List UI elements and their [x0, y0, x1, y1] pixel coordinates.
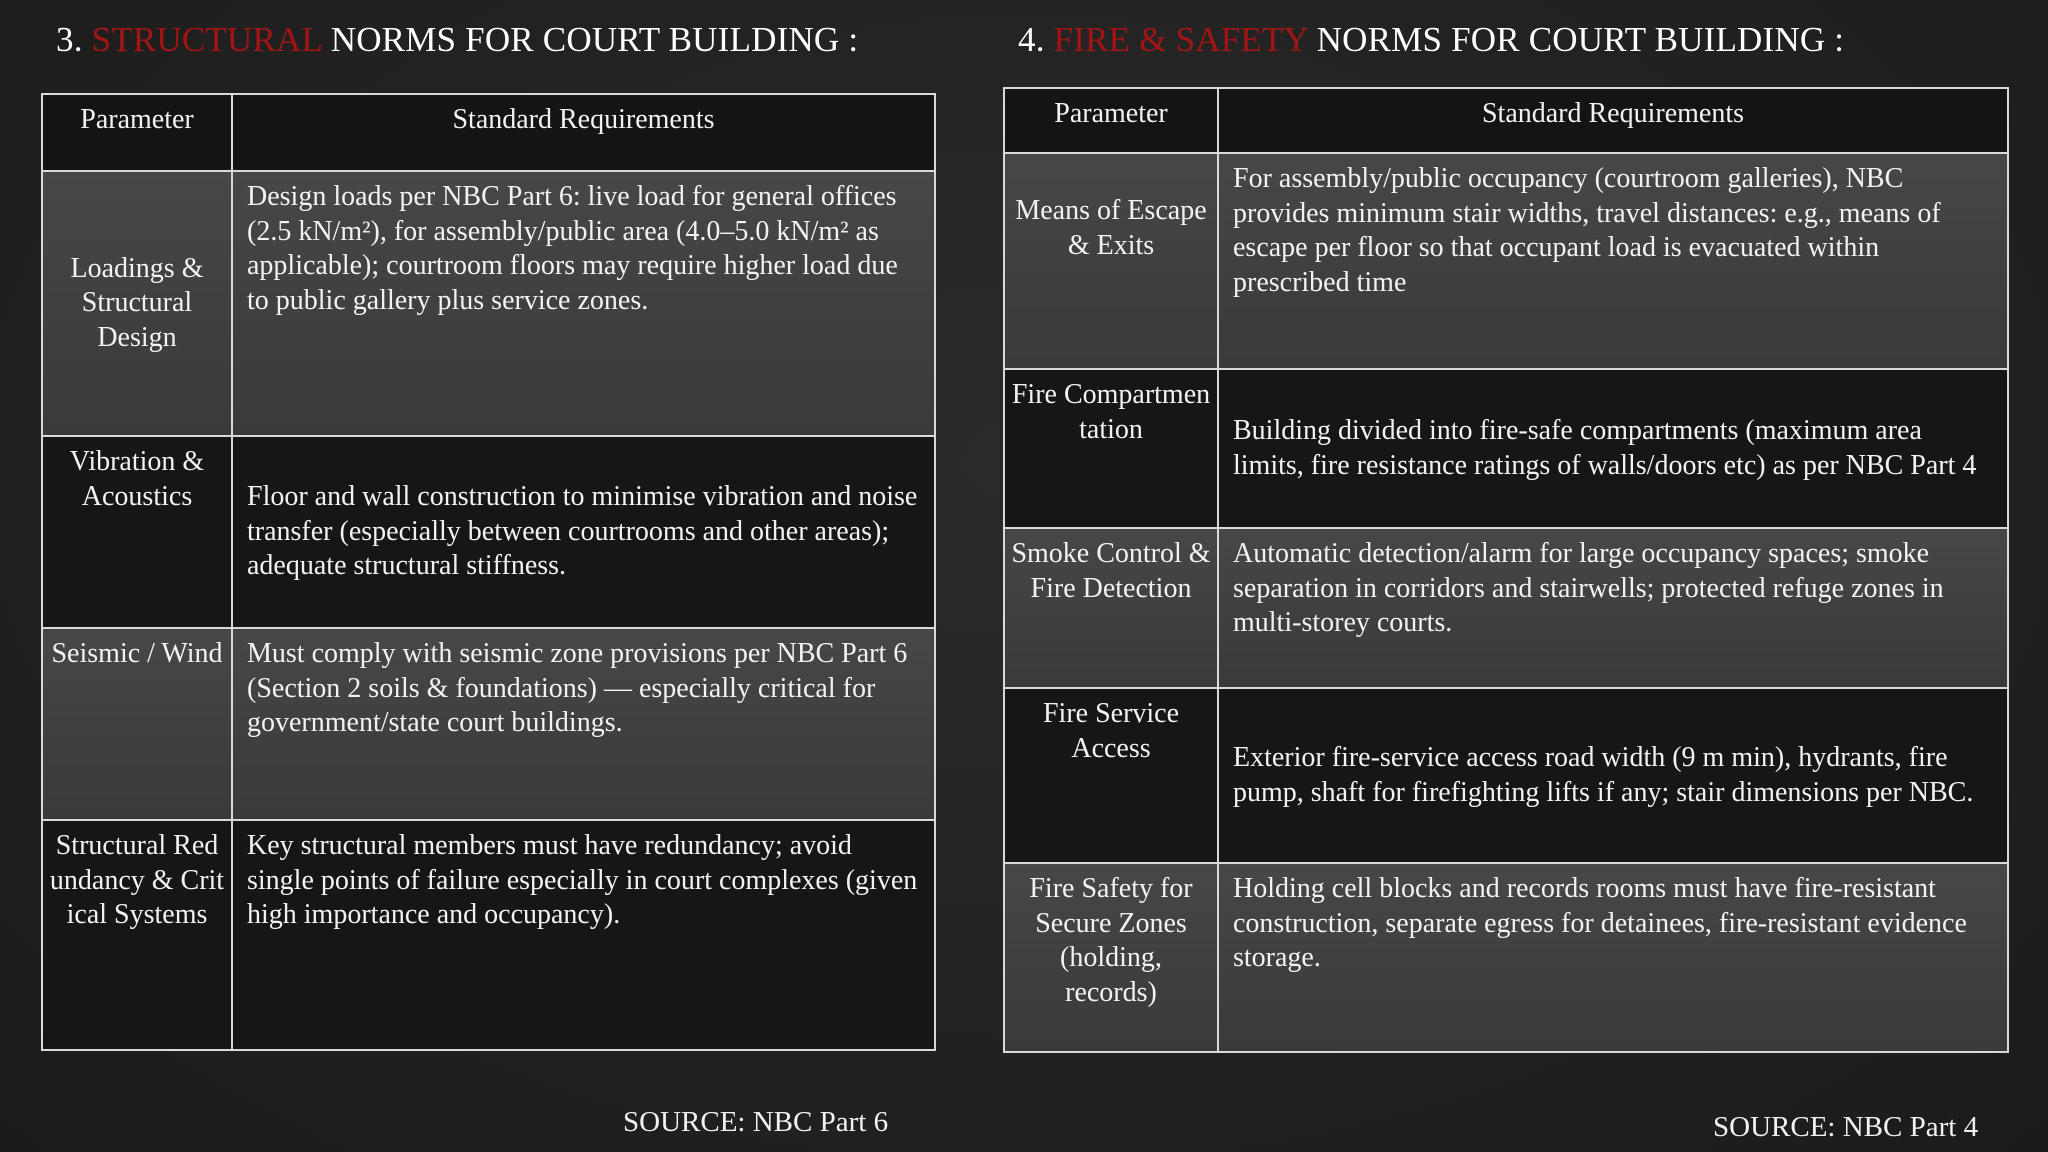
row-requirement: Key structural members must have redundancy; avoid single points of failure especially in court complexes (given high importance and occupancy).: [232, 820, 935, 1050]
row-requirement: Exterior fire-service access road width (9 m min), hydrants, fire pump, shaft for firefighting lifts if any; stair dimensions per NBC.: [1218, 688, 2008, 863]
table-row: [1004, 688, 2008, 863]
title-suffix: NORMS FOR COURT BUILDING :: [1307, 20, 1845, 59]
row-requirement: Automatic detection/alarm for large occupancy spaces; smoke separation in corridors and stairwells; protected refuge zones in multi-storey courts.: [1218, 528, 2008, 688]
row-parameter: Loadings & Structural Design: [42, 171, 232, 436]
structural-norms-table: [41, 93, 936, 1051]
row-parameter: Vibration & Acoustics: [42, 436, 232, 628]
row-parameter: Fire Service Access: [1004, 688, 1218, 863]
table-row: [1004, 863, 2008, 1052]
title-number: 3.: [56, 20, 92, 59]
source-note-right: SOURCE: NBC Part 4: [1713, 1111, 1979, 1143]
row-parameter: Means of Escape & Exits: [1004, 153, 1218, 369]
table-header-row: [42, 94, 935, 171]
row-parameter: Fire Safety for Secure Zones (holding, records): [1004, 863, 1218, 1052]
table-row: [1004, 369, 2008, 528]
header-standard-requirements: Standard Requirements: [1218, 88, 2008, 153]
header-parameter: Parameter: [42, 94, 232, 171]
row-requirement: Design loads per NBC Part 6: live load for general offices (2.5 kN/m²), for assembly/public area (4.0–5.0 kN/m² as applicable); courtroom floors may require higher load due to public gallery plus service zones.: [232, 171, 935, 436]
row-requirement: Building divided into fire-safe compartments (maximum area limits, fire resistance ratings of walls/doors etc) as per NBC Part 4: [1218, 369, 2008, 528]
source-note-left: SOURCE: NBC Part 6: [623, 1106, 889, 1138]
title-number: 4.: [1018, 20, 1054, 59]
row-requirement: Must comply with seismic zone provisions per NBC Part 6 (Section 2 soils & foundations) — especially critical for government/state court buildings.: [232, 628, 935, 820]
row-parameter: Fire Compartmentation: [1004, 369, 1218, 528]
title-suffix: NORMS FOR COURT BUILDING :: [321, 20, 859, 59]
row-requirement: For assembly/public occupancy (courtroom galleries), NBC provides minimum stair widths, travel distances: e.g., means of escape per floor so that occupant load is evacuated within prescribed time: [1218, 153, 2008, 369]
table-header-row: [1004, 88, 2008, 153]
table-row: [42, 628, 935, 820]
table-row: [1004, 153, 2008, 369]
table-row: [1004, 528, 2008, 688]
table-row: [42, 820, 935, 1050]
row-requirement: Holding cell blocks and records rooms must have fire-resistant construction, separate egress for detainees, fire-resistant evidence storage.: [1218, 863, 2008, 1052]
title-accent-structural: STRUCTURAL: [91, 20, 322, 59]
table-row: [42, 171, 935, 436]
structural-norms-title: [56, 20, 858, 60]
row-requirement: Floor and wall construction to minimise vibration and noise transfer (especially between courtrooms and other areas); adequate structural stiffness.: [232, 436, 935, 628]
header-parameter: Parameter: [1004, 88, 1218, 153]
fire-safety-norms-title: [1018, 20, 1844, 60]
row-parameter: Smoke Control & Fire Detection: [1004, 528, 1218, 688]
title-accent-fire-safety: FIRE & SAFETY: [1053, 20, 1308, 59]
row-parameter: Seismic / Wind: [42, 628, 232, 820]
row-parameter: Structural Redundancy & Critical Systems: [42, 820, 232, 1050]
table-row: [42, 436, 935, 628]
header-standard-requirements: Standard Requirements: [232, 94, 935, 171]
fire-safety-norms-table: [1003, 87, 2009, 1053]
